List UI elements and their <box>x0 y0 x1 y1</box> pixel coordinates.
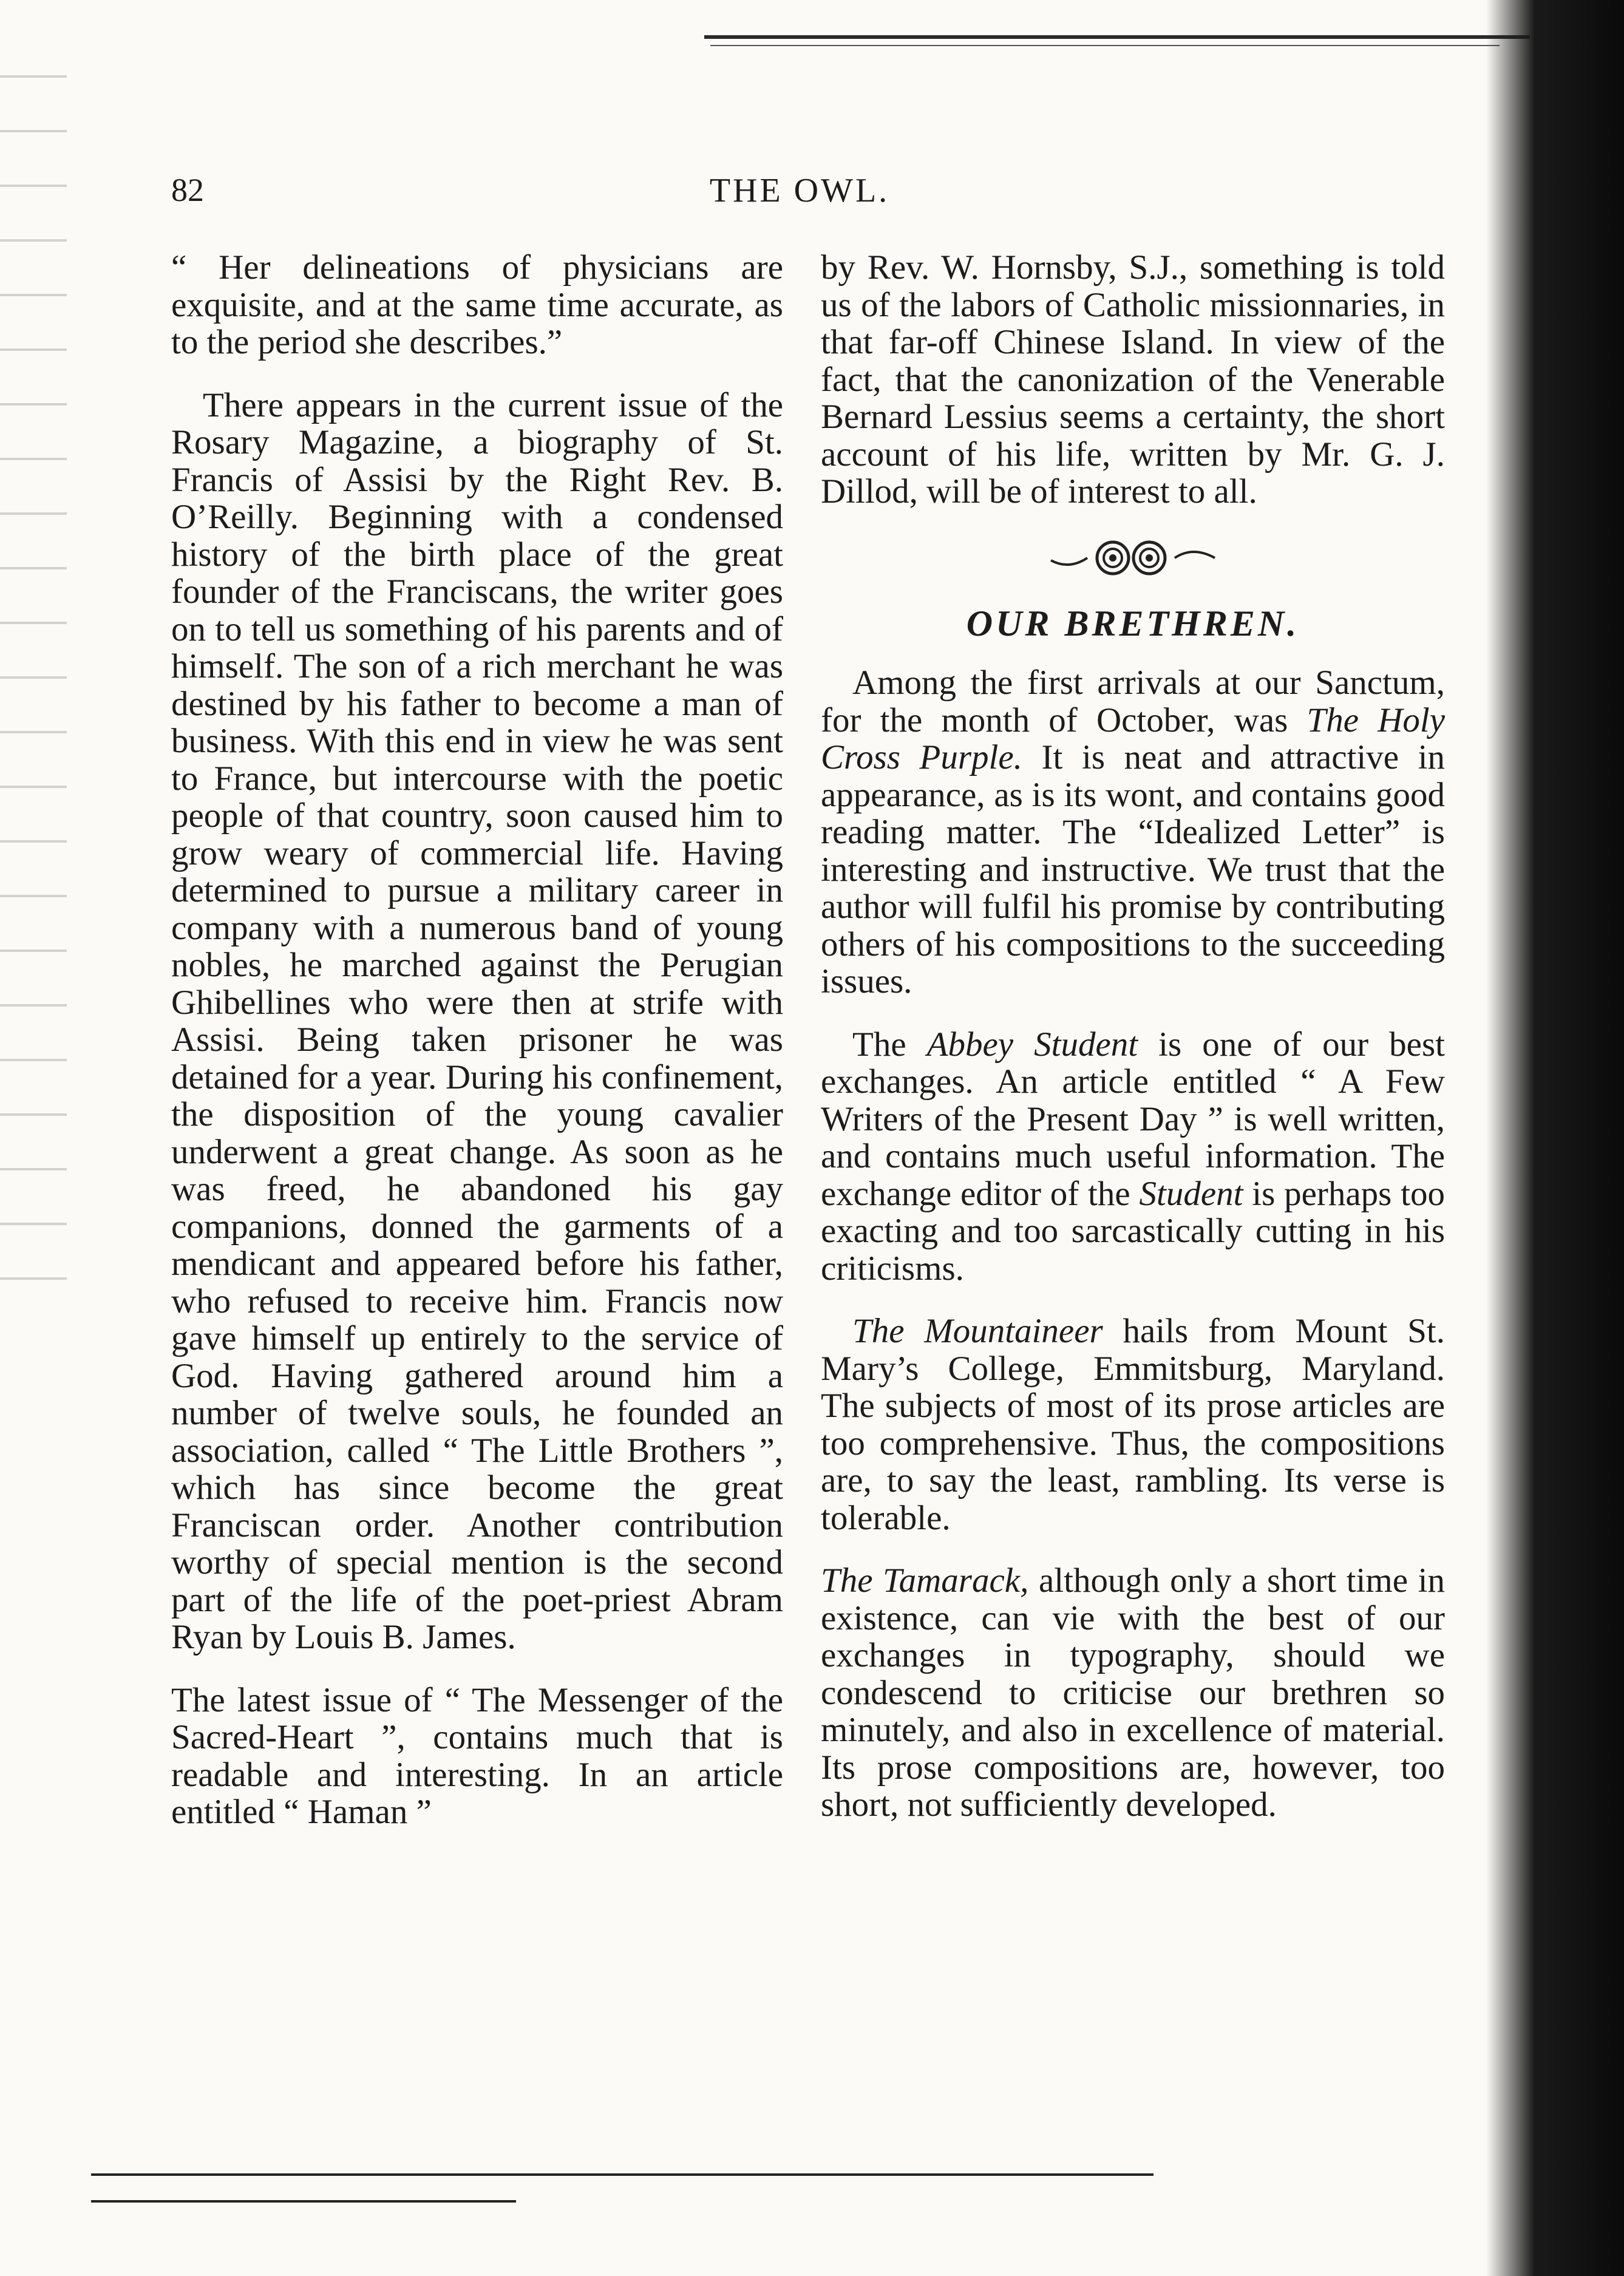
left-column <box>171 249 783 1831</box>
publication-title: Student <box>1139 1174 1243 1213</box>
running-title: THE OWL. <box>709 172 890 209</box>
paragraph: There appears in the current issue of the Rosary Magazine, a biography of St. Francis of Assisi by the Right Rev. B. O’Reilly. Beginning with a condensed history of the birth place of the great founder of the Franciscans, the writer goes on to tell us something of his parents and of himself. The son of a rich merchant he was destined by his father to become a man of business. With this end in view he was sent to France, but intercourse with the poetic people of that country, soon caused him to grow weary of commercial life. Having determined to pursue a military career in company with a numerous band of young nobles, he marched against the Perugian Ghibellines who were then at strife with Assisi. Being taken prisoner he was detained for a year. During his confinement, the disposition of the young cavalier underwent a great change. As soon as he was freed, he abandoned his gay companions, donned the garments of a mendicant and appeared before his father, who refused to receive him. Francis now gave himself up entirely to the service of God. Having gathered around him a number of twelve souls, he founded an association, called “ The Little Brothers ”, which has since become the great Franciscan order. Another contribution worthy of special mention is the second part of the life of the poet-priest Abram Ryan by Louis B. James. <box>171 386 783 1656</box>
section-heading: OUR BRETHREN. <box>966 603 1300 644</box>
paragraph: The latest issue of “ The Messenger of the Sacred-Heart ”, contains much that is readable and interesting. In an article entitled “ Haman ” <box>171 1680 783 1831</box>
top-rule <box>704 35 1530 39</box>
margin-specks <box>0 55 67 1330</box>
bottom-rule <box>91 2173 1153 2176</box>
publication-title: The Mountaineer <box>852 1312 1103 1350</box>
publication-title: Abbey Student <box>926 1025 1138 1064</box>
top-rule-thin <box>710 45 1500 46</box>
page-number: 82 <box>171 172 204 208</box>
paragraph: The Mountaineer hails from Mount St. Mary’s College, Emmitsburg, Maryland. The subjects of most of its prose articles are too comprehensive. Thus, the compositions are, to say the least, rambling. Its verse is tolerable. <box>821 1312 1445 1537</box>
paragraph: “ Her delineations of physicians are exquisite, and at the same time accurate, as to the period she describes.” <box>171 248 783 361</box>
right-column <box>821 249 1445 1824</box>
publication-title: The Holy Cross Purple. <box>821 701 1445 776</box>
page-header <box>171 171 1476 214</box>
paragraph: Among the first arrivals at our Sanctum, for the month of October, was The Holy Cross Purple. It is neat and attractive in appearance, as is its wont, and contains good reading matter. The “Idealized Letter” is interesting and instructive. We trust that the author will fulfil his promise by contributing others of his compositions to the succeeding issues. <box>821 664 1446 1000</box>
paragraph: by Rev. W. Hornsby, S.J., something is told us of the labors of Catholic missionnaries, in that far-off Chinese Island. In view of the fact, that the canonization of the Venerable Bernard Lessius seems a certainty, the short account of his life, written by Mr. G. J. Dillod, will be of interest to all. <box>821 248 1445 511</box>
publication-title: The Tamarack, <box>821 1561 1029 1600</box>
paragraph: The Tamarack, although only a short time in existence, can vie with the best of our exchanges in typography, should we condescend to criticise our brethren so minutely, and also in excellence of material. Its prose compositions are, however, too short, not sufficiently developed. <box>821 1561 1445 1824</box>
ornament-divider <box>1045 534 1221 582</box>
page-edge-shadow <box>1486 0 1624 2276</box>
paragraph: The Abbey Student is one of our best exchanges. An article entitled “ A Few Writers of the Present Day ” is well written, and contains much useful information. The exchange editor of the Student is perhaps too exacting and too sarcastically cutting in his criticisms. <box>821 1025 1445 1288</box>
bottom-rule <box>91 2200 516 2203</box>
